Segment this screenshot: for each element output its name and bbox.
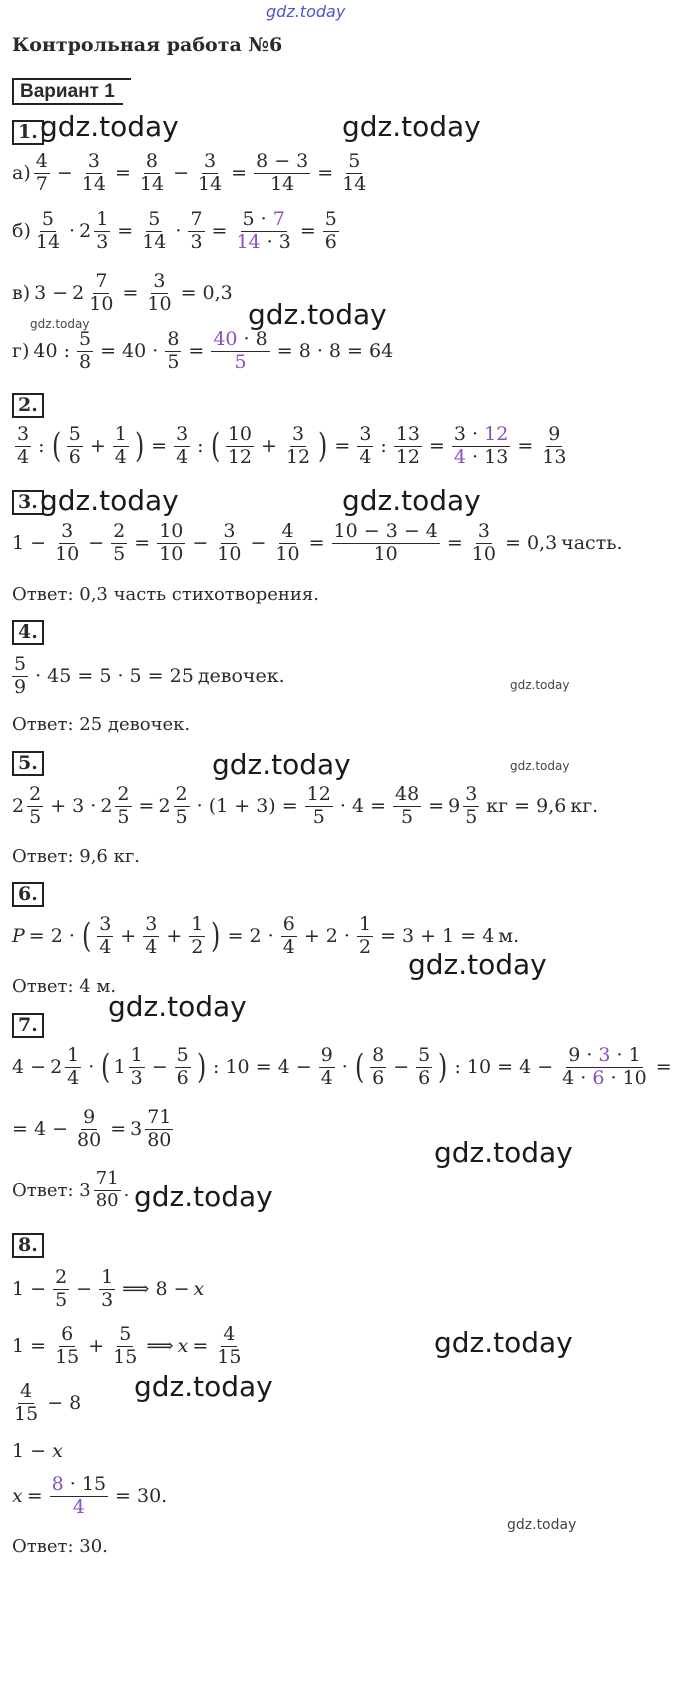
answer-6: Ответ: 4 м. [12,976,117,997]
page-title: Контрольная работа №6 [12,34,283,56]
watermark: gdz.today [134,1180,273,1213]
watermark: gdz.today [40,110,179,143]
task8-line-1: 1 − $\frac{2}{5}$ − $\frac{1}{3}$ ⟹ 8 − x [12,1266,205,1311]
watermark: gdz.today [134,1370,273,1403]
task4-line: $\frac{5}{9}$ · 45 = 5 · 5 = 25 девочек. [14,653,285,698]
watermark: gdz.today [434,1136,573,1169]
task5-line: 2 $\frac{2}{5}$ + 3 · 2 $\frac{2}{5}$ = 2 $\frac{2}{5}$ · (1 + 3) = $\frac{12}{5}$ · 4 = $\frac{48}{5}$ = 9 $\frac{3}{5}$ кг = 9,6 кг. [12,783,599,828]
answer-3: Ответ: 0,3 часть стихотворения. [12,584,319,605]
watermark: gdz.today [212,748,351,781]
task-number-7: 7. [12,1013,44,1038]
task8-line-3: $\frac{4}{15}$ − 8 [14,1380,82,1425]
task6-line: P = 2 · ( $\frac{3}{4}$ + $\frac{3}{4}$ + $\frac{1}{2}$ ) = 2 · $\frac{6}{4}$ + 2 · $\frac{1}{2}$ = 3 + 1 = 4 м. [12,913,520,958]
watermark: gdz.today [342,110,481,143]
answer-4: Ответ: 25 девочек. [12,714,191,735]
task7-line-2: = 4 − $\frac{9}{80}$ = 3 $\frac{71}{80}$ [12,1106,172,1151]
watermark: gdz.today [248,298,387,331]
task1-line-v: в) 3 − 2 $\frac{7}{10}$ = $\frac{3}{10}$ = 0,3 [12,270,233,315]
answer-8: Ответ: 30. [12,1536,108,1557]
watermark: gdz.today [342,484,481,517]
answer-5: Ответ: 9,6 кг. [12,846,140,867]
task1-line-b: б) $\frac{5}{14}$ · 2 $\frac{1}{3}$ = $\frac{5}{14}$ · $\frac{7}{3}$ = $\frac{5 \cdot 7}{14 \cdot 3}$ = $\frac{5}{6}$ [12,208,337,253]
watermark: gdz.today [510,678,570,692]
task-number-2: 2. [12,393,44,418]
task3-line: 1 − $\frac{3}{10}$ − $\frac{2}{5}$ = $\frac{10}{10}$ − $\frac{3}{10}$ − $\frac{4}{10}$ = $\frac{10 - 3 - 4}{10}$ = $\frac{3}{10}$ = 0,3 часть. [12,520,623,565]
task-number-4: 4. [12,620,44,645]
task-number-6: 6. [12,882,44,907]
watermark: gdz.today [30,317,90,331]
task8-line-2: 1 = $\frac{6}{15}$ + $\frac{5}{15}$ ⟹ x = $\frac{4}{15}$ [12,1323,242,1368]
task-number-1: 1. [12,120,44,145]
watermark: gdz.today [40,484,179,517]
task1-line-g: г) 40 : $\frac{5}{8}$ = 40 · $\frac{8}{5}$ = $\frac{40 \cdot 8}{5}$ = 8 · 8 = 64 [12,328,394,373]
watermark: gdz.today [510,759,570,773]
task-number-3: 3. [12,490,44,515]
watermark: gdz.today [108,990,247,1023]
task8-line-4: 1 − x [12,1440,63,1462]
watermark-top: gdz.today [266,2,346,21]
task8-line-5: x = $\frac{8 \cdot 15}{4}$ = 30. [12,1473,168,1518]
task2-line: $\frac{3}{4}$ : ( $\frac{5}{6}$ + $\frac{1}{4}$ ) = $\frac{3}{4}$ : ( $\frac{10}{12}$ + $\frac{3}{12}$ ) = $\frac{3}{4}$ : $\frac{13}{12}$ = $\frac{3 \cdot 12}{4 \cdot 13}$ = $\frac{9}{13}$ [17,423,567,468]
answer-7: Ответ: 3 $\frac{71}{80}$ . [12,1168,130,1211]
watermark: gdz.today [434,1326,573,1359]
task1-line-a: а) $\frac{4}{7}$ − $\frac{3}{14}$ = $\frac{8}{14}$ − $\frac{3}{14}$ = $\frac{8 - 3}{14}$ = $\frac{5}{14}$ [12,150,367,195]
watermark: gdz.today [507,1517,577,1533]
task7-line-1: 4 − 2 $\frac{1}{4}$ · ( 1 $\frac{1}{3}$ − $\frac{5}{6}$ ) : 10 = 4 − $\frac{9}{4}$ · ( $\frac{8}{6}$ − $\frac{5}{6}$ ) : 10 = 4 − $\frac{9 \cdot 3 \cdot 1}{4 \cdot 6 \cdot 10}$ = [12,1044,672,1089]
watermark: gdz.today [408,948,547,981]
task-number-8: 8. [12,1233,44,1258]
variant-label: Вариант 1 [12,78,123,105]
task-number-5: 5. [12,751,44,776]
